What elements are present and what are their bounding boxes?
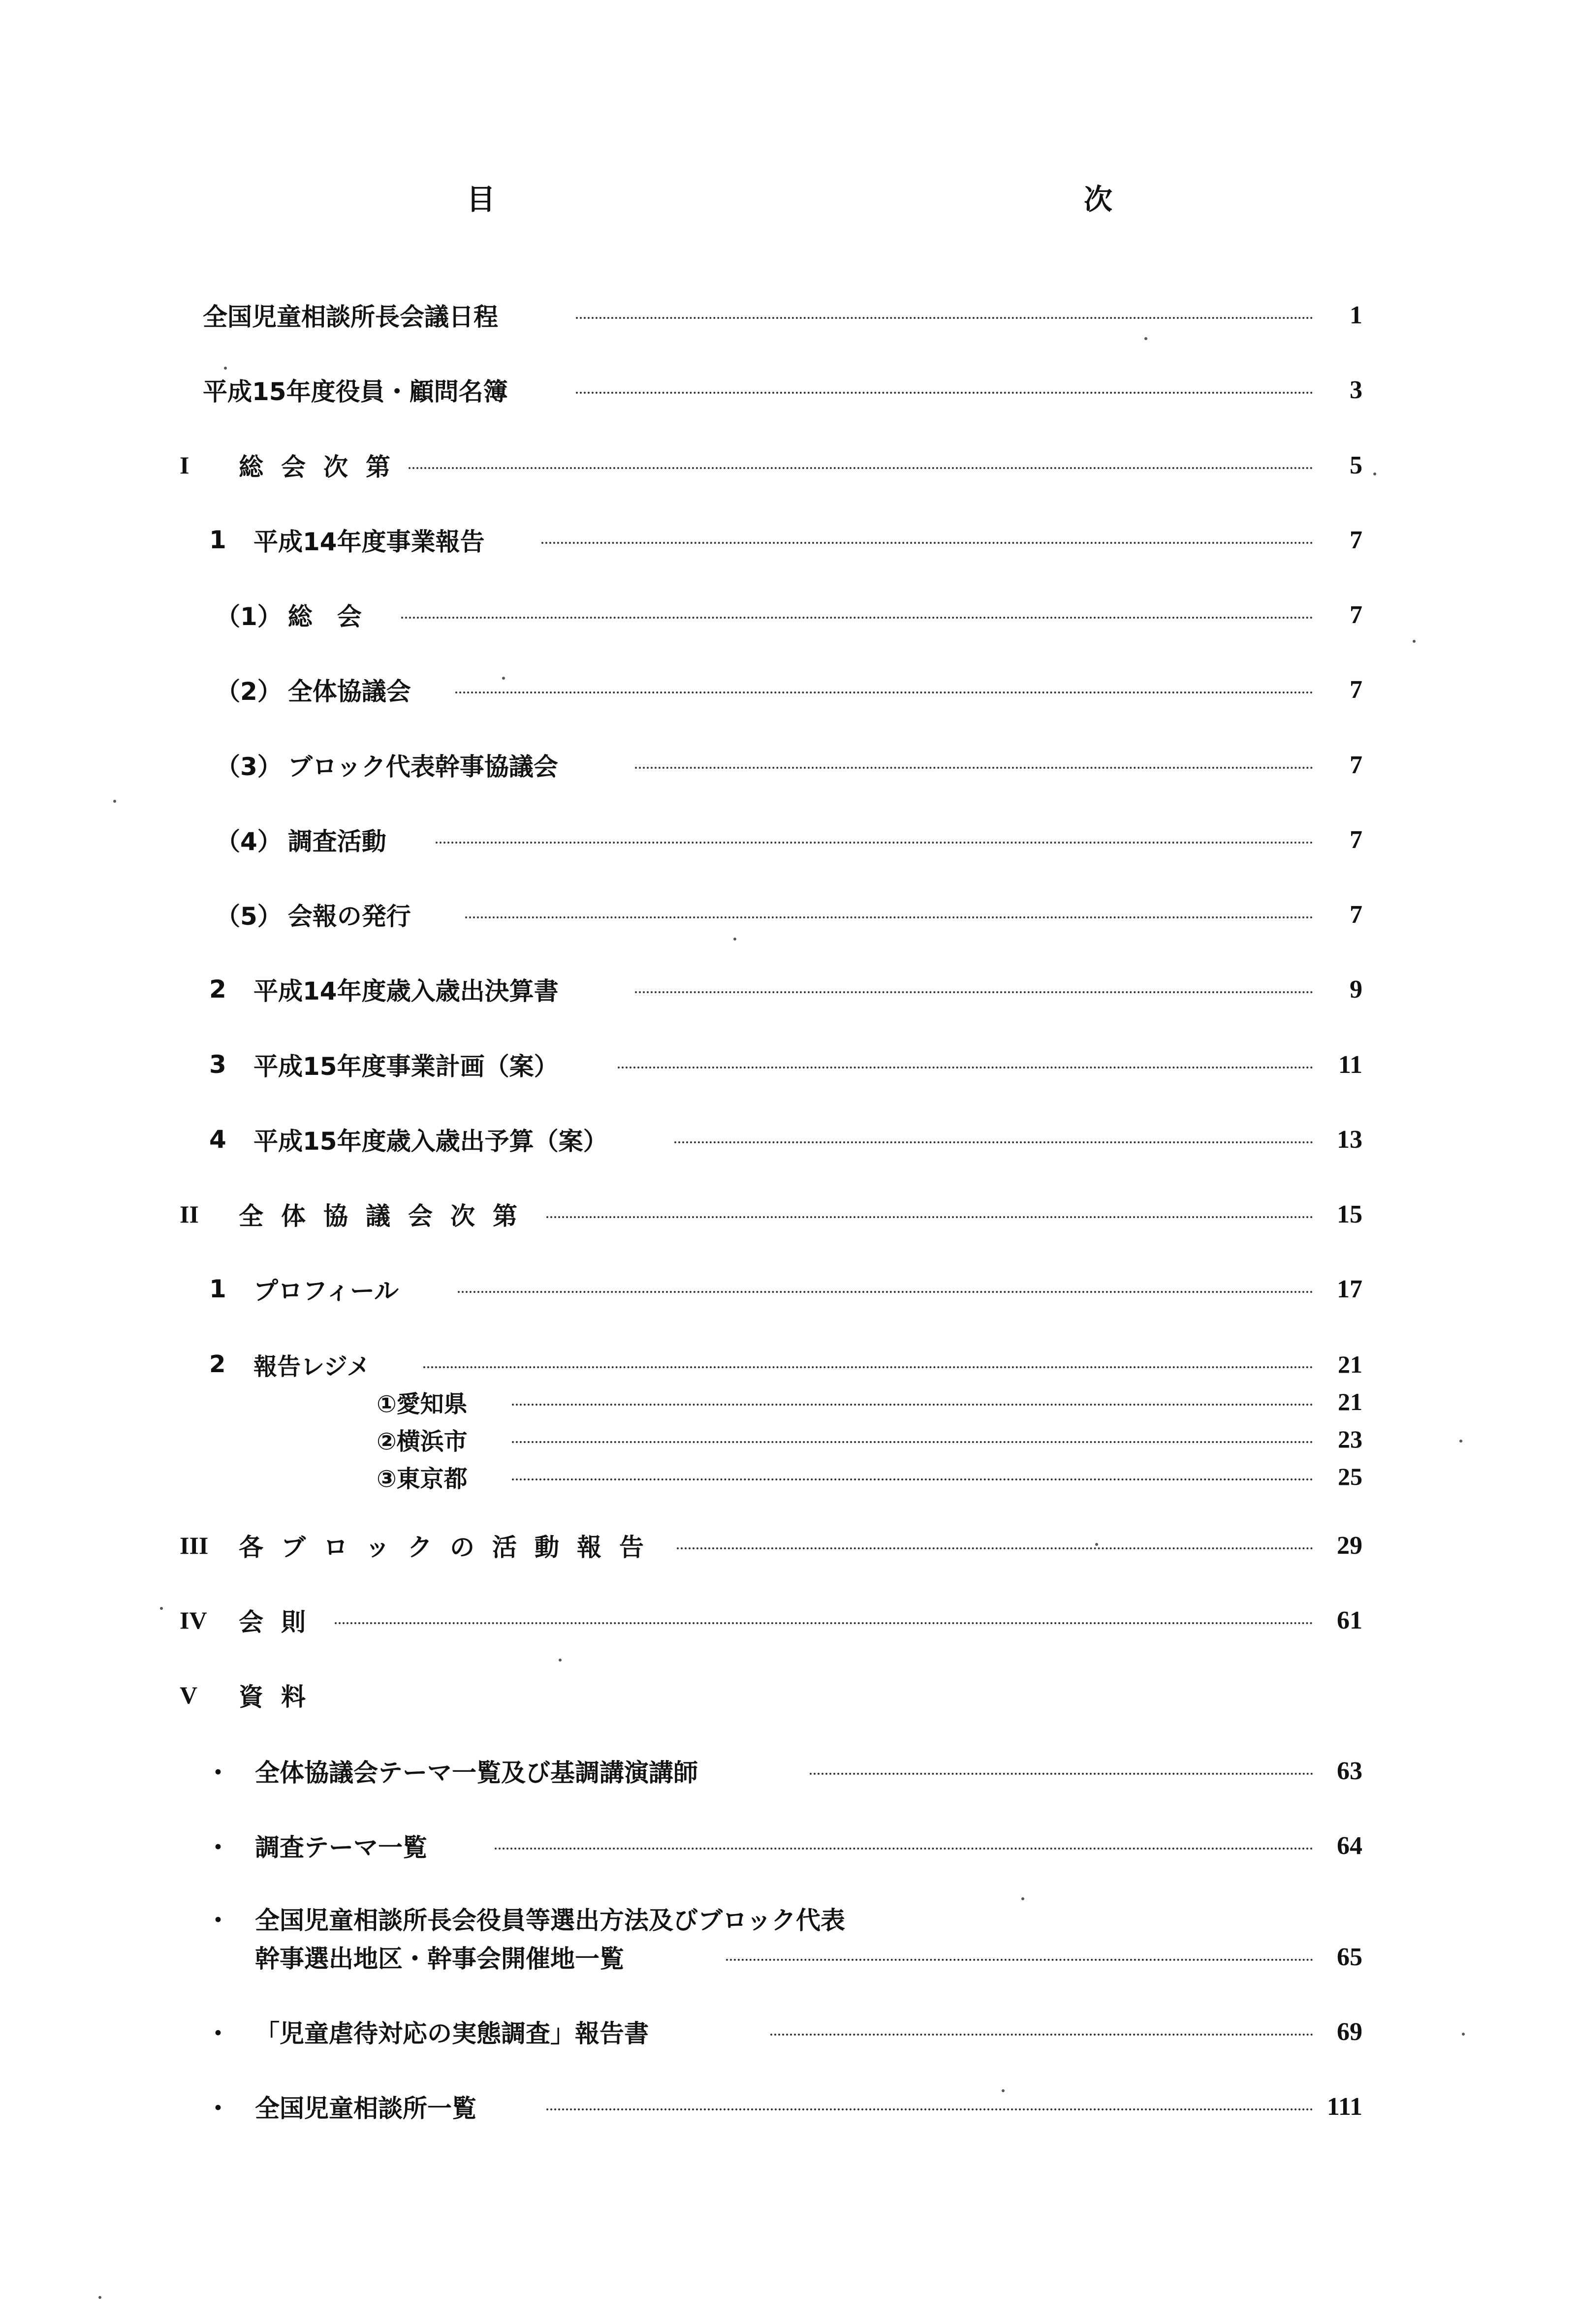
toc-section-entry[interactable] <box>0 1601 1579 1640</box>
dot-leader <box>495 1848 1313 1850</box>
toc-entry-label: 全体協議会次第 <box>239 1202 535 1230</box>
toc-page-number: 64 <box>1337 1831 1362 1860</box>
item-number: 1 <box>209 526 226 554</box>
dot-leader <box>512 1478 1313 1480</box>
dot-leader <box>635 991 1313 993</box>
scan-speck <box>1413 640 1416 643</box>
toc-entry[interactable] <box>0 970 1579 1009</box>
scan-speck <box>1462 2033 1465 2036</box>
scan-speck <box>98 2296 101 2299</box>
toc-entry-label: 会報の発行 <box>287 902 411 931</box>
toc-entry[interactable] <box>0 1347 1579 1382</box>
scan-speck <box>1095 1543 1098 1546</box>
item-number: 1 <box>209 1275 226 1303</box>
toc-entry-label-continued: 幹事選出地区・幹事会開催地一覧 <box>255 1945 624 1973</box>
section-numeral: II <box>180 1200 199 1228</box>
bullet: ・ <box>206 2094 230 2123</box>
dot-leader <box>546 2108 1313 2110</box>
toc-page-number: 65 <box>1337 1943 1362 1971</box>
dot-leader <box>409 467 1313 469</box>
toc-page-number: 7 <box>1350 825 1362 854</box>
toc-section-entry[interactable] <box>0 1675 1579 1715</box>
toc-entry-label: 全国児童相談所長会議日程 <box>203 303 498 331</box>
toc-page-number: 7 <box>1350 900 1362 929</box>
dot-leader <box>401 617 1313 619</box>
toc-entry-label: 資料 <box>239 1683 323 1711</box>
dot-leader <box>677 1547 1313 1549</box>
dot-leader <box>674 1141 1313 1143</box>
dot-leader <box>726 1959 1313 1961</box>
dot-leader <box>546 1216 1313 1218</box>
toc-entry-label: 平成15年度事業計画（案） <box>253 1052 559 1081</box>
toc-page-number: 21 <box>1338 1388 1362 1415</box>
toc-section-entry[interactable] <box>0 1526 1579 1565</box>
dot-leader <box>770 2034 1313 2036</box>
toc-page-number: 7 <box>1350 675 1362 704</box>
toc-entry[interactable] <box>0 745 1579 785</box>
toc-page-number: 15 <box>1337 1200 1362 1228</box>
toc-page-number: 11 <box>1338 1050 1362 1079</box>
toc-page-number: 61 <box>1337 1606 1362 1634</box>
toc-entry-label: 調査テーマ一覧 <box>255 1833 427 1862</box>
dot-leader <box>455 691 1313 693</box>
toc-entry[interactable] <box>0 895 1579 934</box>
toc-entry-label: ②横浜市 <box>377 1427 468 1455</box>
toc-entry-label: 全体協議会テーマ一覧及び基調講演講師 <box>255 1759 698 1787</box>
bullet: ・ <box>206 1833 230 1862</box>
scan-speck <box>1459 1440 1462 1443</box>
toc-entry-label: ①愛知県 <box>377 1390 468 1418</box>
toc-entry[interactable] <box>0 1045 1579 1084</box>
toc-page-number: 13 <box>1337 1125 1362 1154</box>
toc-entry[interactable] <box>0 1826 1579 1865</box>
bullet: ・ <box>206 1906 230 1935</box>
toc-entry-label: ブロック代表幹事協議会 <box>287 753 558 781</box>
toc-entry[interactable] <box>0 1751 1579 1790</box>
toc-page-number: 21 <box>1338 1350 1362 1378</box>
dot-leader <box>458 1291 1313 1293</box>
toc-entry[interactable] <box>0 1269 1579 1309</box>
scan-speck <box>224 367 227 370</box>
scan-speck <box>1373 472 1376 475</box>
toc-entry[interactable] <box>0 295 1579 335</box>
toc-page-number: 17 <box>1337 1275 1362 1303</box>
toc-page-number: 7 <box>1350 751 1362 779</box>
toc-entry[interactable] <box>0 370 1579 409</box>
bullet: ・ <box>206 1759 230 1787</box>
dot-leader <box>810 1773 1313 1775</box>
toc-subentry[interactable] <box>0 1459 1579 1494</box>
dot-leader <box>335 1622 1313 1624</box>
toc-entry-label: 全体協議会 <box>287 677 411 706</box>
toc-entry-label: 会則 <box>239 1608 323 1636</box>
dot-leader <box>618 1067 1313 1068</box>
item-number: （2） <box>216 677 282 706</box>
dot-leader <box>635 767 1313 769</box>
toc-entry-label: 報告レジメ <box>253 1352 371 1381</box>
scan-speck <box>502 677 505 680</box>
toc-page-number: 111 <box>1326 2092 1362 2121</box>
toc-page-number: 7 <box>1350 526 1362 554</box>
toc-entry-label: ③東京都 <box>377 1465 468 1493</box>
toc-entry-label: 総会次第 <box>239 453 408 481</box>
toc-entry-label: 各ブロックの活動報告 <box>239 1533 662 1562</box>
toc-subentry[interactable] <box>0 1384 1579 1419</box>
toc-entry-label: 全国児童相談所一覧 <box>255 2094 476 2123</box>
item-number: （5） <box>216 902 282 931</box>
toc-page-number: 69 <box>1337 2017 1362 2046</box>
toc-entry-label: 平成14年度歳入歳出決算書 <box>253 977 559 1005</box>
toc-entry[interactable] <box>0 820 1579 859</box>
toc-entry-label: プロフィール <box>253 1277 399 1305</box>
toc-subentry[interactable] <box>0 1421 1579 1457</box>
item-number: 3 <box>209 1050 226 1079</box>
toc-entry-label: 平成15年度歳入歳出予算（案） <box>253 1127 608 1156</box>
dot-leader <box>512 1441 1313 1443</box>
toc-page-number: 3 <box>1350 376 1362 404</box>
section-numeral: V <box>180 1681 198 1709</box>
toc-entry-label: 平成14年度事業報告 <box>253 528 485 556</box>
toc-entry-line2[interactable] <box>0 1937 1579 1977</box>
toc-page-number: 63 <box>1337 1757 1362 1785</box>
toc-section-entry[interactable] <box>0 445 1579 485</box>
section-numeral: IV <box>180 1606 207 1634</box>
dot-leader <box>465 916 1313 918</box>
toc-entry[interactable] <box>0 520 1579 560</box>
toc-entry-label: 「児童虐待対応の実態調査」報告書 <box>255 2019 649 2048</box>
toc-entry[interactable] <box>0 2087 1579 2126</box>
dot-leader <box>512 1404 1313 1406</box>
toc-page-number: 23 <box>1338 1425 1362 1453</box>
toc-page-number: 9 <box>1350 975 1362 1004</box>
toc-entry[interactable] <box>0 670 1579 709</box>
item-number: 2 <box>209 1350 226 1378</box>
scan-speck <box>113 800 116 803</box>
toc-entry-line1[interactable] <box>0 1899 1579 1938</box>
toc-entry-label: 平成15年度役員・顧問名簿 <box>203 377 508 406</box>
toc-page-number: 5 <box>1350 451 1362 479</box>
toc-section-entry[interactable] <box>0 1194 1579 1234</box>
item-number: 2 <box>209 975 226 1004</box>
dot-leader <box>423 1366 1313 1368</box>
toc-page-number: 7 <box>1350 600 1362 629</box>
toc-page-number: 1 <box>1350 301 1362 329</box>
item-number: （4） <box>216 827 282 856</box>
scan-speck <box>1144 337 1147 340</box>
toc-entry[interactable] <box>0 1120 1579 1159</box>
toc-entry-label: 総 会 <box>287 602 362 631</box>
scan-speck <box>559 1659 562 1662</box>
scan-speck <box>1021 1897 1024 1900</box>
section-numeral: I <box>180 451 189 479</box>
dot-leader <box>576 392 1313 394</box>
toc-entry[interactable] <box>0 595 1579 634</box>
dot-leader <box>541 542 1313 544</box>
section-numeral: III <box>180 1532 209 1559</box>
toc-entry-label: 全国児童相談所長会役員等選出方法及びブロック代表 <box>255 1906 845 1935</box>
scan-speck <box>733 938 736 941</box>
page-title: 目 次 <box>466 183 1290 216</box>
toc-page-number: 25 <box>1338 1463 1362 1490</box>
bullet: ・ <box>206 2019 230 2048</box>
toc-entry-label: 調査活動 <box>287 827 386 856</box>
item-number: （1） <box>216 602 282 631</box>
scan-speck <box>1002 2089 1005 2092</box>
item-number: （3） <box>216 753 282 781</box>
toc-entry[interactable] <box>0 2012 1579 2051</box>
scan-speck <box>160 1607 163 1610</box>
dot-leader <box>436 842 1313 844</box>
toc-page-number: 29 <box>1337 1531 1362 1560</box>
item-number: 4 <box>209 1125 226 1154</box>
dot-leader <box>576 317 1313 319</box>
